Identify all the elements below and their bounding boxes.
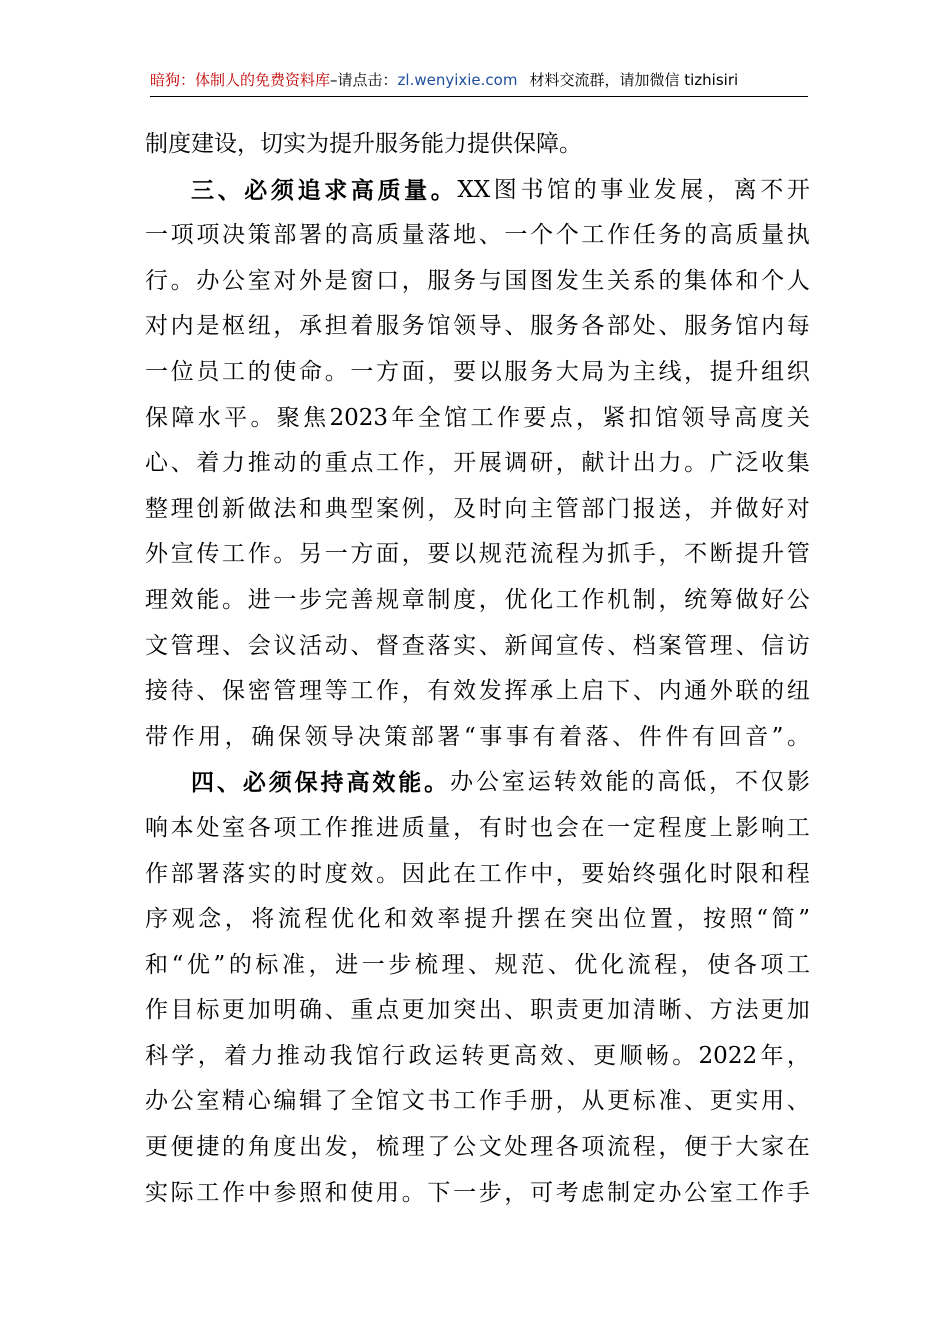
text-line: 整 理 创 新 做 法 和 典 型 案 例 ， 及 时 向 主 管 部 门 报 送 ， 并 做 好 对 (145, 495, 810, 522)
text-line: 作 部 署 落 实 的 时 度 效 。 因 此 在 工 作 中 ， 要 始 终 强 化 时 限 和 程 (145, 860, 810, 887)
text-line: 三 、 必 须 追 求 高 质 量 。 XX 图 书 馆 的 事 业 发 展 ， 离 不 开 (191, 176, 810, 204)
document-body (145, 122, 810, 1216)
text-line: 一 位 员 工 的 使 命 。 一 方 面 ， 要 以 服 务 大 局 为 主 线 ， 提 升 组 织 (145, 358, 810, 385)
text-line: 对 内 是 枢 纽 ， 承 担 着 服 务 馆 领 导 、 服 务 各 部 处 、 服 务 馆 内 每 (145, 313, 810, 340)
text-line: 序 观 念 ， 将 流 程 优 化 和 效 率 提 升 摆 在 突 出 位 置 ， 按 照 “ 简 ” (145, 906, 810, 933)
text-line: 文 管 理 、 会 议 活 动 、 督 查 落 实 、 新 闻 宣 传 、 档 案 管 理 、 信 访 (145, 632, 810, 659)
text-line: 心 、 着 力 推 动 的 重 点 工 作 ， 开 展 调 研 ， 献 计 出 力 。 广 泛 收 集 (145, 450, 810, 477)
text-line: 作 目 标 更 加 明 确 、 重 点 更 加 突 出 、 职 责 更 加 清 晰 、 方 法 更 加 (145, 997, 810, 1024)
text-line: 和 “ 优 ” 的 标 准 ， 进 一 步 梳 理 、 规 范 、 优 化 流 程 ， 使 各 项 工 (145, 951, 810, 978)
text-line: 行 。 办 公 室 对 外 是 窗 口 ， 服 务 与 国 图 发 生 关 系 的 集 体 和 个 人 (145, 267, 810, 294)
text-line: 理 效 能 。 进 一 步 完 善 规 章 制 度 ， 优 化 工 作 机 制 ， 统 筹 做 好 公 (145, 586, 810, 613)
header-url-link[interactable]: zl.wenyixie.com (397, 71, 518, 89)
text-line: 办 公 室 精 心 编 辑 了 全 馆 文 书 工 作 手 册 ， 从 更 标 准 、 更 实 用 、 (145, 1088, 810, 1115)
text-line: 一 项 项 决 策 部 署 的 高 质 量 落 地 、 一 个 个 工 作 任 务 的 高 质 量 执 (145, 222, 810, 249)
text-line: 外 宣 传 工 作 。 另 一 方 面 ， 要 以 规 范 流 程 为 抓 手 ， 不 断 提 升 管 (145, 541, 810, 568)
text-line: 响 本 处 室 各 项 工 作 推 进 质 量 ， 有 时 也 会 在 一 定 程 度 上 影 响 工 (145, 814, 810, 841)
text-line: 保 障 水 平 。 聚 焦 2023 年 全 馆 工 作 要 点 ， 紧 扣 馆 领 导 高 度 关 (145, 404, 810, 431)
text-line: 接 待 、 保 密 管 理 等 工 作 ， 有 效 发 挥 承 上 启 下 、 内 通 外 联 的 纽 (145, 678, 810, 705)
text-line: 四 、 必 须 保 持 高 效 能 。 办 公 室 运 转 效 能 的 高 低 ， 不 仅 影 (191, 769, 810, 797)
text-line: 实 际 工 作 中 参 照 和 使 用 。 下 一 步 ， 可 考 虑 制 定 办 公 室 工 作 手 (145, 1179, 810, 1206)
header-site-name: 暗狗：体制人的免费资料库 (150, 71, 331, 89)
header-wechat-note: 材料交流群，请加微信 tizhisiri (529, 71, 739, 89)
text-line: 科 学 ， 着 力 推 动 我 馆 行 政 运 转 更 高 效 、 更 顺 畅 。 2022 年 ， (145, 1042, 810, 1069)
text-line: 带 作 用 ， 确 保 领 导 决 策 部 署 “ 事 事 有 着 落 、 件 件 有 回 音 ” 。 (145, 723, 810, 750)
text-line: 制 度 建 设 ， 切 实 为 提 升 服 务 能 力 提 供 保 障 。 (145, 131, 582, 157)
text-line: 更 便 捷 的 角 度 出 发 ， 梳 理 了 公 文 处 理 各 项 流 程 ， 便 于 大 家 在 (145, 1134, 810, 1161)
page-header (150, 64, 808, 97)
header-prompt: –请点击： (330, 71, 398, 89)
